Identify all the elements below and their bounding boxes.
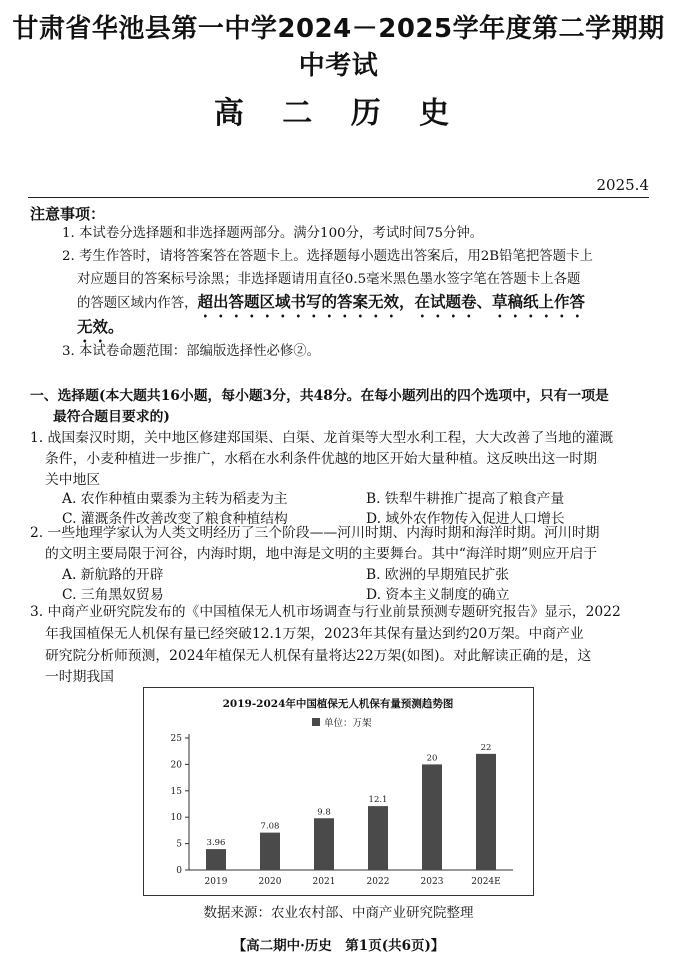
question-1-option-c: C. 灌溉条件改善改变了粮食种植结构 bbox=[62, 511, 288, 527]
drone-chart-frame bbox=[143, 687, 534, 896]
question-1-option-b: B. 铁犁牛耕推广提高了粮食产量 bbox=[366, 491, 565, 507]
x-tick-label: 2022 bbox=[366, 877, 390, 887]
subject-title: 高 二 历 史 bbox=[213, 96, 464, 131]
bar bbox=[260, 833, 280, 870]
x-tick-label: 2024E bbox=[471, 877, 501, 887]
question-2-option-b: B. 欧洲的早期殖民扩张 bbox=[366, 567, 510, 583]
question-3-line-4: 一时期我国 bbox=[45, 669, 114, 685]
y-tick-label: 20 bbox=[170, 760, 182, 771]
bar-value-label: 12.1 bbox=[368, 795, 388, 806]
question-2-line-2: 的文明主要局限于河谷，内海时期，地中海是文明的主要舞台。其中“海洋时期”则应开启于 bbox=[45, 546, 598, 562]
bar-value-label: 20 bbox=[426, 753, 438, 764]
question-1-line-2: 条件，小麦种植进一步推广，水稻在水利条件优越的地区开始大量种植。这反映出这一时期 bbox=[45, 451, 597, 467]
question-1-option-d: D. 域外农作物传入促进人口增长 bbox=[366, 511, 565, 527]
legend-swatch bbox=[312, 718, 320, 726]
y-tick-label: 0 bbox=[176, 866, 182, 876]
notice-item-2-line-2: 对应题目的答案标号涂黑；非选择题请用直径0.5毫米黑色墨水签字笔在答题卡上各题 bbox=[77, 272, 581, 287]
notice-heading: 注意事项： bbox=[30, 205, 106, 223]
section-heading-line-1: 一、选择题(本大题共16小题，每小题3分，共48分。在每小题列出的四个选项中，只有一项是 bbox=[30, 388, 609, 404]
drone-bar-chart bbox=[144, 688, 533, 895]
notice-emphasis: 超出答题区域书写的答案无效，在试题卷、草稿纸上作答 bbox=[197, 292, 586, 311]
legend-label: 单位：万架 bbox=[324, 718, 372, 729]
y-tick-label: 10 bbox=[170, 813, 182, 824]
question-2-option-c: C. 三角黑奴贸易 bbox=[62, 587, 164, 603]
bar bbox=[314, 818, 334, 870]
chart-title: 2019-2024年中国植保无人机保有量预测趋势图 bbox=[222, 698, 454, 710]
x-tick-label: 2023 bbox=[420, 877, 444, 887]
exam-title: 甘肃省华池县第一中学2024－2025学年度第二学期期中考试 bbox=[12, 14, 665, 81]
notice-item-2-line-3 bbox=[77, 290, 585, 321]
bar bbox=[422, 764, 442, 870]
question-3-line-2: 年我国植保无人机保有量已经突破12.1万架，2023年其保有量达到约20万架。中商产业 bbox=[45, 626, 584, 642]
question-1-line-1: 1. 战国秦汉时期，关中地区修建郑国渠、白渠、龙首渠等大型水利工程，大大改善了当地的灌溉 bbox=[30, 430, 614, 446]
section-heading-line-2: 最符合题目要求的) bbox=[53, 409, 170, 425]
page-footer: 【高二期中·历史 第1页(共6页)】 bbox=[232, 938, 445, 954]
bar-value-label: 22 bbox=[480, 742, 492, 753]
notice-item-3: 3. 本试卷命题范围：部编版选择性必修②。 bbox=[62, 344, 321, 359]
y-tick-label: 15 bbox=[170, 786, 182, 797]
question-2-option-d: D. 资本主义制度的确立 bbox=[366, 587, 510, 603]
question-2-option-a: A. 新航路的开辟 bbox=[62, 567, 164, 583]
bar bbox=[206, 849, 226, 870]
header-divider bbox=[28, 197, 649, 198]
notice-item-2-line-1: 2. 考生作答时，请将答案答在答题卡上。选择题每小题选出答案后，用2B铅笔把答题卡上 bbox=[62, 249, 593, 264]
bar-value-label: 9.8 bbox=[317, 807, 331, 818]
bar bbox=[368, 806, 388, 870]
bar bbox=[476, 754, 496, 870]
exam-date: 2025.4 bbox=[596, 176, 649, 194]
bar-value-label: 3.96 bbox=[206, 838, 226, 849]
question-3-line-1: 3. 中商产业研究院发布的《中国植保无人机市场调查与行业前景预测专题研究报告》显示，2022 bbox=[30, 604, 621, 620]
x-tick-label: 2021 bbox=[312, 877, 336, 887]
question-1-line-3: 关中地区 bbox=[45, 472, 101, 488]
x-tick-label: 2020 bbox=[258, 877, 282, 887]
question-2-line-1: 2. 一些地理学家认为人类文明经历了三个阶段——河川时期、内海时期和海洋时期。河川时期 bbox=[30, 525, 600, 541]
question-1-option-a: A. 农作种植由粟黍为主转为稻麦为主 bbox=[62, 491, 288, 507]
notice-emphasis-end: 无效。 bbox=[77, 317, 124, 336]
y-tick-label: 5 bbox=[176, 839, 182, 850]
notice-item-1: 1. 本试卷分选择题和非选择题两部分。满分100分，考试时间75分钟。 bbox=[62, 226, 484, 241]
bar-value-label: 7.08 bbox=[260, 821, 280, 832]
x-tick-label: 2019 bbox=[204, 877, 228, 887]
chart-source-caption: 数据来源：农业农村部、中商产业研究院整理 bbox=[203, 905, 474, 921]
y-tick-label: 25 bbox=[170, 734, 182, 744]
notice-item-2-text: 的答题区域内作答， bbox=[77, 296, 198, 311]
question-3-line-3: 研究院分析师预测，2024年植保无人机保有量将达22万架(如图)。对此解读正确的是，这 bbox=[45, 648, 592, 664]
